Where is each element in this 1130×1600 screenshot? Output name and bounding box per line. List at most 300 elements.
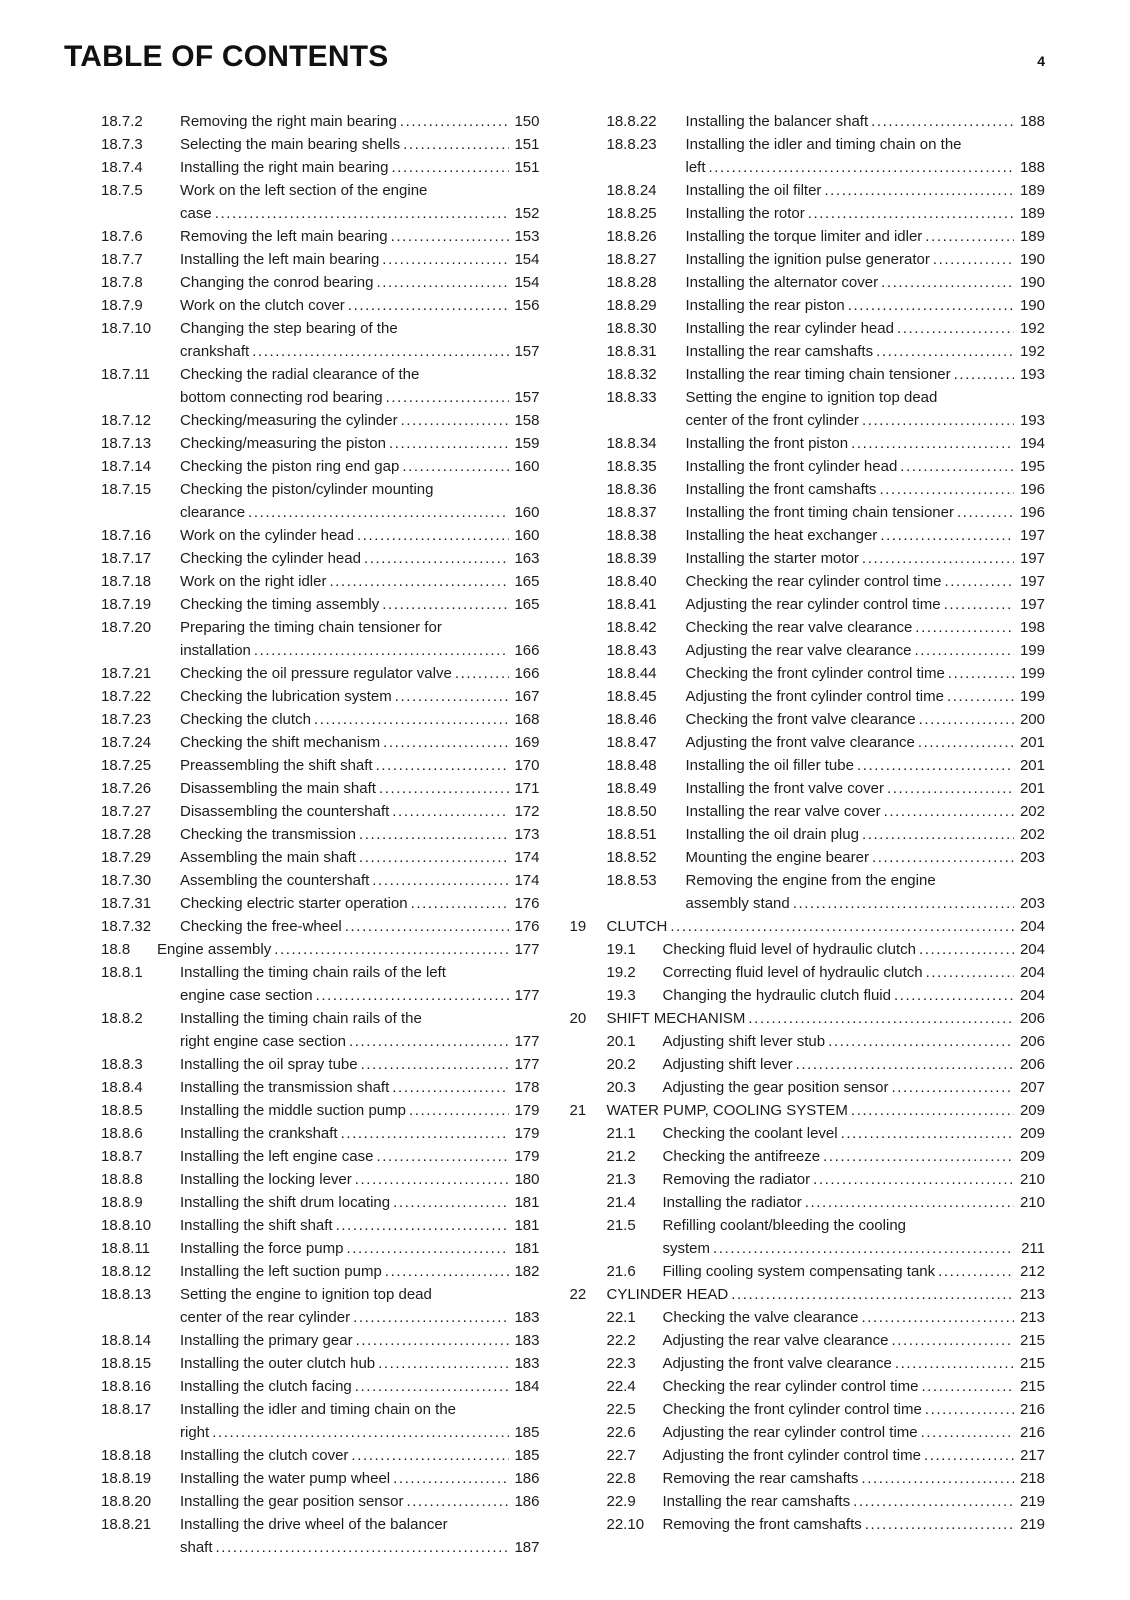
toc-entry-number: 21 [569,1102,587,1119]
toc-entry-page: 151 [514,159,540,176]
toc-entry-text: Installing the oil spray tube [180,1056,358,1073]
toc-entry-body [686,754,1046,777]
toc-entry-number: 18.8.45 [606,688,657,705]
toc-entry-lastline [180,1145,540,1168]
toc-entry [101,317,540,363]
toc-entry [607,1398,1046,1421]
toc-entry [607,685,1046,708]
toc-entry-number: 18.7.22 [101,688,152,705]
toc-entry-text: Checking the oil pressure regulator valve [180,665,452,682]
toc-entry-page: 156 [514,297,540,314]
toc-entry-body [180,1145,540,1168]
toc-entry-page: 160 [514,458,540,475]
toc-leader-dots [712,1237,1014,1260]
toc-entry-page: 204 [1019,987,1045,1004]
toc-entry-body [180,432,540,455]
toc-leader-dots [669,915,1014,938]
toc-leader-dots [401,455,508,478]
toc-entry-page: 206 [1019,1033,1045,1050]
toc-entry [607,1306,1046,1329]
toc-entry-page: 154 [514,251,540,268]
toc-entry-lastline [180,1099,540,1122]
toc-leader-dots [382,731,508,754]
toc-entry-body [180,961,540,1007]
toc-leader-dots [850,1099,1014,1122]
toc-entry-lastline [663,938,1046,961]
toc-entry-text: Disassembling the main shaft [180,780,376,797]
toc-entry-number: 18.8.23 [606,136,657,153]
toc-entry-text: Checking fluid level of hydraulic clutch [662,941,916,958]
toc-entry-text: Installing the left suction pump [180,1263,382,1280]
toc-entry-body [686,248,1046,271]
toc-entry [101,1007,540,1053]
toc-entry [101,1099,540,1122]
toc-entry [101,225,540,248]
toc-leader-dots [795,1053,1014,1076]
toc-entry-number: 18.8.10 [101,1217,152,1234]
toc-entry-body [663,1030,1046,1053]
toc-entry-text: Installing the outer clutch hub [180,1355,376,1372]
toc-entry-body [180,317,540,363]
toc-entry-lastline [686,639,1046,662]
toc-entry-page: 209 [1019,1125,1045,1142]
toc-entry-text: right engine case section [180,1033,346,1050]
toc-entry-page: 197 [1019,527,1045,544]
toc-entry-lastline [180,547,540,570]
toc-entry [607,1421,1046,1444]
toc-entry-lastline [663,1421,1046,1444]
toc-entry-page: 190 [1019,251,1045,268]
toc-entry-page: 198 [1019,619,1045,636]
toc-entry-number: 20 [569,1010,587,1027]
toc-entry-number: 18.8.51 [606,826,657,843]
toc-entry-page: 197 [1019,550,1045,567]
toc-entry-text: left [685,159,706,176]
toc-leader-dots [917,731,1014,754]
toc-entry-page: 184 [514,1378,540,1395]
toc-entry-text: Installing the torque limiter and idler [685,228,923,245]
toc-entry [607,225,1046,248]
toc-leader-dots [273,938,508,961]
toc-entry-lastline [180,271,540,294]
toc-leader-dots [392,1467,508,1490]
toc-entry-page: 174 [514,872,540,889]
toc-entry [101,455,540,478]
toc-entry [607,1053,1046,1076]
toc-entry [607,294,1046,317]
toc-entry-number: 22 [569,1286,587,1303]
toc-entry-body [686,685,1046,708]
toc-entry [101,961,540,1007]
toc-entry-lastline [663,1352,1046,1375]
toc-entry-page: 167 [514,688,540,705]
toc-entry-body [180,800,540,823]
toc-entry-number: 18.7.20 [101,619,152,636]
toc-entry-page: 181 [514,1217,540,1234]
toc-entry-lastline [686,892,1046,915]
toc-entry-page: 196 [1019,481,1045,498]
toc-entry-number: 18.7.9 [101,297,143,314]
toc-entry [607,846,1046,869]
toc-entry-text: center of the front cylinder [685,412,859,429]
toc-entry-lastline [180,1237,540,1260]
toc-entry-lastline [686,110,1046,133]
toc-entry-number: 18.8.2 [101,1010,143,1027]
toc-leader-dots [350,1444,508,1467]
toc-entry-number: 18.8.29 [606,297,657,314]
toc-entry-page: 154 [514,274,540,291]
toc-entry-body [686,846,1046,869]
toc-entry-number: 18.8 [101,941,131,958]
toc-leader-dots [247,501,508,524]
toc-entry-lastline [686,271,1046,294]
toc-entry-body [686,133,1046,179]
toc-entry-lastline [663,1237,1046,1260]
toc-entry [101,915,540,938]
toc-entry-text: Installing the force pump [180,1240,344,1257]
toc-entry-number: 18.8.5 [101,1102,143,1119]
toc-entry-text: Checking the transmission [180,826,356,843]
toc-entry-lastline [686,248,1046,271]
toc-entry-body [686,616,1046,639]
toc-entry-number: 18.8.41 [606,596,657,613]
toc-entry-text: Installing the oil drain plug [685,826,859,843]
toc-leader-dots [924,1398,1014,1421]
toc-entry-lastline [686,202,1046,225]
toc-entry-lastline [607,915,1046,938]
toc-entry-text: right [180,1424,210,1441]
toc-entry-number: 20.3 [606,1079,636,1096]
toc-entry-text: Work on the right idler [180,573,327,590]
toc-entry-number: 18.8.40 [606,573,657,590]
toc-entry-page: 204 [1019,941,1045,958]
toc-entry [607,340,1046,363]
toc-entry-page: 182 [514,1263,540,1280]
toc-entry [101,708,540,731]
toc-entry [101,938,540,961]
toc-entry-page: 173 [514,826,540,843]
toc-entry-body [663,1352,1046,1375]
toc-entry-lastline [663,1490,1046,1513]
toc-leader-dots [946,685,1014,708]
toc-entry-text: Removing the left main bearing [180,228,388,245]
toc-entry-text: Installing the rear camshafts [685,343,874,360]
toc-entry-body [180,455,540,478]
toc-entry-number: 21.3 [606,1171,636,1188]
toc-entry-text-line1: Preparing the timing chain tensioner for [180,619,442,636]
toc-leader-dots [390,225,509,248]
toc-entry-lastline [180,1306,540,1329]
toc-entry-page: 200 [1019,711,1045,728]
toc-entry-lastline [686,294,1046,317]
toc-leader-dots [856,754,1014,777]
toc-leader-dots [355,1329,509,1352]
toc-entry [101,846,540,869]
toc-entry-number: 18.8.46 [606,711,657,728]
toc-entry-body [180,731,540,754]
toc-entry-body [663,1191,1046,1214]
toc-entry-number: 18.7.7 [101,251,143,268]
toc-entry [607,133,1046,179]
toc-leader-dots [375,1145,508,1168]
toc-entry-number: 18.8.43 [606,642,657,659]
toc-entry-number: 18.7.29 [101,849,152,866]
toc-entry-text: Installing the rear cylinder head [685,320,894,337]
toc-entry [607,524,1046,547]
toc-entry-page: 171 [514,780,540,797]
toc-leader-dots [861,547,1014,570]
toc-entry-page: 201 [1019,734,1045,751]
toc-entry-text: Checking the shift mechanism [180,734,381,751]
toc-entry-number: 18.8.42 [606,619,657,636]
toc-entry-number: 18.7.18 [101,573,152,590]
toc-entry-lastline [686,662,1046,685]
toc-entry-page: 157 [514,343,540,360]
toc-entry-number: 19 [569,918,587,935]
toc-entry-lastline [180,340,540,363]
page-number: 4 [1037,53,1045,69]
toc-entry-text: Installing the clutch facing [180,1378,352,1395]
toc-entry-lastline [686,800,1046,823]
toc-leader-dots [347,294,509,317]
toc-leader-dots [385,386,509,409]
toc-entry-body [663,984,1046,1007]
toc-entry-body [663,1168,1046,1191]
toc-entry-text: Checking the free-wheel [180,918,342,935]
toc-entry-page: 213 [1019,1286,1045,1303]
toc-entry [101,1145,540,1168]
toc-entry [607,271,1046,294]
toc-entry-lastline [663,1030,1046,1053]
toc-leader-dots [391,1076,508,1099]
toc-entry-page: 206 [1019,1010,1045,1027]
toc-entry-text: Mounting the engine bearer [685,849,869,866]
toc-entry [607,984,1046,1007]
toc-entry-number: 18.8.50 [606,803,657,820]
toc-entry-page: 216 [1019,1401,1045,1418]
toc-leader-dots [211,1421,508,1444]
toc-entry [101,156,540,179]
toc-entry-lastline [180,1214,540,1237]
page-title: TABLE OF CONTENTS [64,40,389,73]
toc-entry-page: 189 [1019,228,1045,245]
toc-entry-lastline [180,662,540,685]
toc-entry [607,1030,1046,1053]
toc-entry-lastline [180,432,540,455]
toc-entry-page: 215 [1019,1378,1045,1395]
toc-entry-number: 18.8.14 [101,1332,152,1349]
toc-leader-dots [932,248,1014,271]
toc-leader-dots [878,478,1014,501]
toc-entry-body [686,225,1046,248]
toc-entry-lastline [180,708,540,731]
toc-entry-text: Installing the front cylinder head [685,458,898,475]
toc-entry-page: 187 [514,1539,540,1556]
toc-entry-text: Adjusting the rear cylinder control time [662,1424,918,1441]
toc-entry-lastline [180,685,540,708]
toc-leader-dots [363,547,509,570]
toc-entry-text: Installing the front camshafts [685,481,877,498]
toc-entry-number: 18.8.49 [606,780,657,797]
toc-entry-body [180,156,540,179]
toc-entry [607,501,1046,524]
toc-entry-page: 179 [514,1125,540,1142]
toc-leader-dots [394,685,509,708]
toc-leader-dots [335,1214,509,1237]
toc-entry [101,823,540,846]
toc-entry-number: 18.7.10 [101,320,152,337]
toc-leader-dots [708,156,1014,179]
toc-entry-page: 215 [1019,1332,1045,1349]
toc-entry-lastline [180,1467,540,1490]
toc-entry-text: Checking the lubrication system [180,688,392,705]
toc-leader-dots [381,248,508,271]
toc-entry-text-line1: Refilling coolant/bleeding the cooling [662,1217,907,1234]
toc-entry-text: Preassembling the shift shaft [180,757,373,774]
toc-entry-number: 18.8.36 [606,481,657,498]
toc-entry-body [663,1329,1046,1352]
toc-leader-dots [804,1191,1014,1214]
toc-entry-lastline [180,892,540,915]
toc-entry-lastline [686,616,1046,639]
toc-entry-number: 22.6 [606,1424,636,1441]
toc-entry [101,248,540,271]
toc-leader-dots [354,1375,509,1398]
toc-leader-dots [823,179,1014,202]
toc-entry-number: 18.8.11 [101,1240,150,1257]
toc-entry [607,869,1046,915]
toc-entry-text: bottom connecting rod bearing [180,389,383,406]
toc-entry-page: 189 [1019,182,1045,199]
toc-leader-dots [405,1490,508,1513]
toc-entry-number: 18.7.13 [101,435,152,452]
toc-entry-body [180,1099,540,1122]
toc-entry-number: 18.8.9 [101,1194,143,1211]
toc-entry [607,1329,1046,1352]
toc-leader-dots [923,1444,1014,1467]
toc-leader-dots [861,823,1014,846]
toc-leader-dots [875,340,1014,363]
toc-entry-lastline [663,1375,1046,1398]
toc-entry-body [663,1467,1046,1490]
toc-entry-body [180,271,540,294]
toc-entry-body [180,1283,540,1329]
toc-leader-dots [356,524,509,547]
toc-entry-text: Adjusting the rear valve clearance [685,642,912,659]
toc-entry-lastline [180,593,540,616]
toc-leader-dots [920,1375,1014,1398]
toc-leader-dots [358,823,509,846]
toc-entry-number: 18.8.25 [606,205,657,222]
toc-entry-lastline [607,1283,1046,1306]
toc-entry [607,593,1046,616]
toc-entry-body [607,915,1046,938]
toc-entry-number: 21.4 [606,1194,636,1211]
toc-entry-body [686,478,1046,501]
toc-entry-text-line1: Checking the piston/cylinder mounting [180,481,434,498]
toc-entry-lastline [686,731,1046,754]
toc-entry-number: 18.7.24 [101,734,152,751]
toc-entry-lastline [180,1329,540,1352]
toc-leader-dots [870,110,1014,133]
toc-entry-body [663,961,1046,984]
toc-leader-dots [354,1168,509,1191]
toc-entry [607,1076,1046,1099]
toc-entry-body [180,593,540,616]
toc-entry-body [180,524,540,547]
toc-entry [607,754,1046,777]
toc-entry-text: assembly stand [685,895,790,912]
toc-entry-lastline [180,915,540,938]
toc-entry-text: Installing the rear valve cover [685,803,881,820]
toc-leader-dots [381,593,508,616]
toc-entry-number: 18.8.47 [606,734,657,751]
toc-entry-lastline [686,593,1046,616]
toc-entry-page: 190 [1019,274,1045,291]
toc-entry-page: 174 [514,849,540,866]
toc-entry-lastline [180,1352,540,1375]
toc-entry-page: 197 [1019,573,1045,590]
toc-entry-text: Installing the heat exchanger [685,527,878,544]
toc-entry-text: Adjusting shift lever [662,1056,793,1073]
toc-leader-dots [890,1329,1014,1352]
toc-entry [607,1444,1046,1467]
toc-entry-page: 192 [1019,320,1045,337]
toc-entry-lastline [686,455,1046,478]
toc-entry-lastline [180,639,540,662]
toc-entry [607,823,1046,846]
toc-entry-page: 202 [1019,803,1045,820]
toc-entry-text: Checking the rear cylinder control time [662,1378,919,1395]
toc-entry-text-line1: Setting the engine to ignition top dead [180,1286,432,1303]
toc-entry-body [180,1513,540,1559]
toc-entry-number: 18.8.30 [606,320,657,337]
toc-entry [607,708,1046,731]
toc-entry-text: Installing the oil filter [685,182,822,199]
toc-entry-page: 194 [1019,435,1045,452]
toc-entry-number: 20.1 [606,1033,636,1050]
toc-entry-number: 19.2 [606,964,636,981]
toc-entry-body [180,685,540,708]
toc-entry-number: 18.8.37 [606,504,657,521]
toc-entry [607,478,1046,501]
toc-entry-page: 203 [1019,849,1045,866]
toc-entry-lastline [663,961,1046,984]
toc-entry-page: 178 [514,1079,540,1096]
toc-entry-lastline [180,156,540,179]
toc-entry [607,363,1046,386]
toc-entry-body [686,501,1046,524]
toc-entry-text-line1: Removing the engine from the engine [685,872,936,889]
toc-leader-dots [947,662,1014,685]
toc-entry-text: Checking the timing assembly [180,596,380,613]
toc-leader-dots [747,1007,1014,1030]
toc-entry-number: 18.8.6 [101,1125,143,1142]
toc-entry-body [686,823,1046,846]
toc-entry-body [607,1283,1046,1306]
toc-leader-dots [893,984,1014,1007]
toc-entry-text: Installing the locking lever [180,1171,352,1188]
toc-entry-text-line1: Setting the engine to ignition top dead [685,389,938,406]
toc-entry [607,800,1046,823]
toc-entry-number: 18.7.19 [101,596,152,613]
toc-entry-text: Installing the shift drum locating [180,1194,391,1211]
toc-entry-body [663,1053,1046,1076]
toc-entry-body [180,915,540,938]
toc-entry [607,1214,1046,1260]
toc-entry-body [180,1168,540,1191]
toc-entry-page: 183 [514,1355,540,1372]
